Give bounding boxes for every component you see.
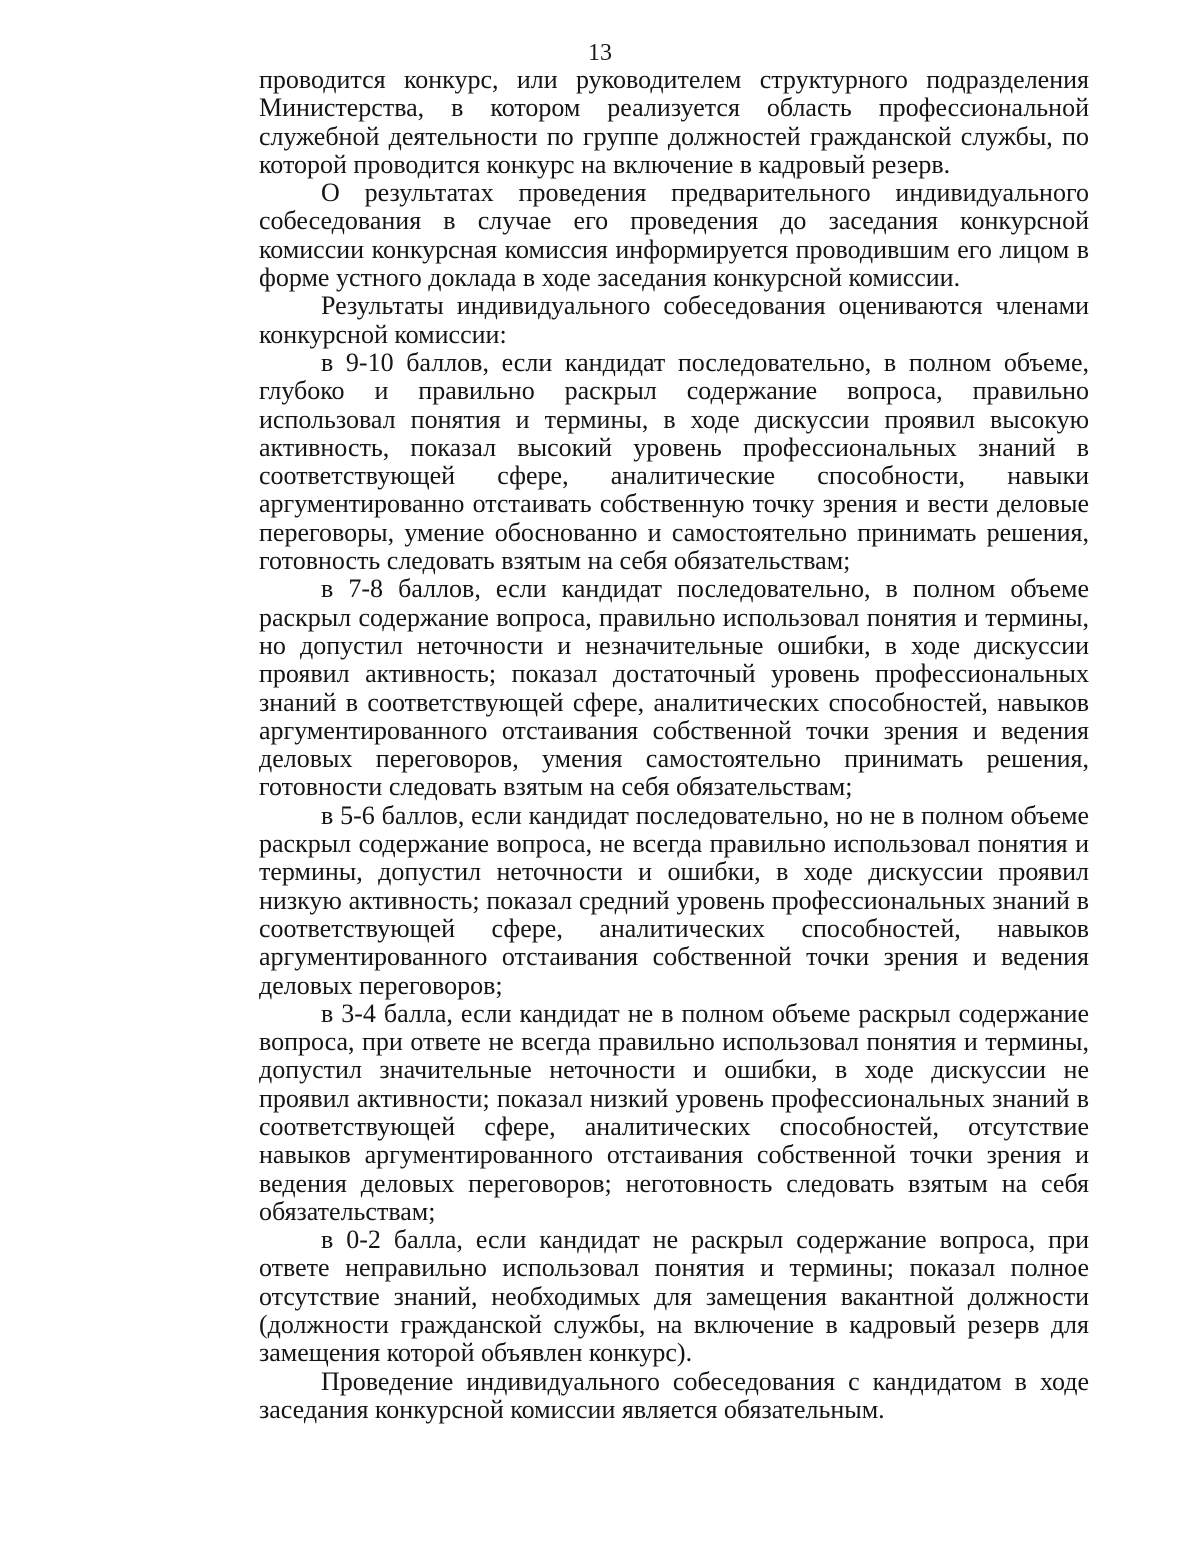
paragraph-interview-results: Результаты индивидуального собеседования оцениваются членами конкурсной комиссии: xyxy=(259,291,1089,349)
paragraph-score-5-6: в 5-6 баллов, если кандидат последовательно, но не в полном объеме раскрыл содержание вопроса, не всегда правильно использовал понятия и термины, допустил неточности и ошибки, в ходе дискуссии проявил низкую активность; показал средний уровень профессиональных знаний в соответствующей сфере, аналитических способностей, навыков аргументированного отстаивания собственной точки зрения и ведения деловых переговоров; xyxy=(259,800,1089,1000)
document-body xyxy=(259,66,1089,1424)
paragraph-interview-mandatory: Проведение индивидуального собеседования с кандидатом в ходе заседания конкурсной комиссии является обязательным. xyxy=(259,1366,1089,1424)
paragraph-score-7-8: в 7-8 баллов, если кандидат последовательно, в полном объеме раскрыл содержание вопроса, правильно использовал понятия и термины, но допустил неточности и незначительные ошибки, в ходе дискуссии проявил активность; показал достаточный уровень профессиональных знаний в соответствующей сфере, аналитических способностей, навыков аргументированного отстаивания собственной точки зрения и ведения деловых переговоров, умения самостоятельно принимать решения, готовности следовать взятым на себя обязательствам; xyxy=(259,574,1089,802)
paragraph-score-3-4: в 3-4 балла, если кандидат не в полном объеме раскрыл содержание вопроса, при ответе не всегда правильно использовал понятия и термины, допустил значительные неточности и ошибки, в ходе дискуссии не проявил активности; показал низкий уровень профессиональных знаний в соответствующей сфере, аналитических способностей, отсутствие навыков аргументированного отстаивания собственной точки зрения и ведения деловых переговоров; неготовность следовать взятым на себя обязательствам; xyxy=(259,998,1089,1226)
paragraph-score-9-10: в 9-10 баллов, если кандидат последовательно, в полном объеме, глубоко и правильно раскрыл содержание вопроса, правильно использовал понятия и термины, в ходе дискуссии проявил высокую активность, показал высокий уровень профессиональных знаний в соответствующей сфере, аналитические способности, навыки аргументированно отстаивать собственную точку зрения и вести деловые переговоры, умение обоснованно и самостоятельно принимать решения, готовность следовать взятым на себя обязательствам; xyxy=(259,347,1089,576)
paragraph-continuation: проводится конкурс, или руководителем структурного подразделения Министерства, в котором реализуется область профессиональной служебной деятельности по группе должностей гражданской службы, по которой проводится конкурс на включение в кадровый резерв. xyxy=(259,65,1089,179)
page-number: 13 xyxy=(588,40,612,66)
paragraph-score-0-2: в 0-2 балла, если кандидат не раскрыл содержание вопроса, при ответе неправильно использовал понятия и термины; показал полное отсутствие знаний, необходимых для замещения вакантной должности (должности гражданской службы, на включение в кадровый резерв для замещения которой объявлен конкурс). xyxy=(259,1225,1089,1368)
paragraph-preliminary-interview: О результатах проведения предварительного индивидуального собеседования в случае его проведения до заседания конкурсной комиссии конкурсная комиссия информируется проводившим его лицом в форме устного доклада в ходе заседания конкурсной комиссии. xyxy=(259,178,1089,293)
